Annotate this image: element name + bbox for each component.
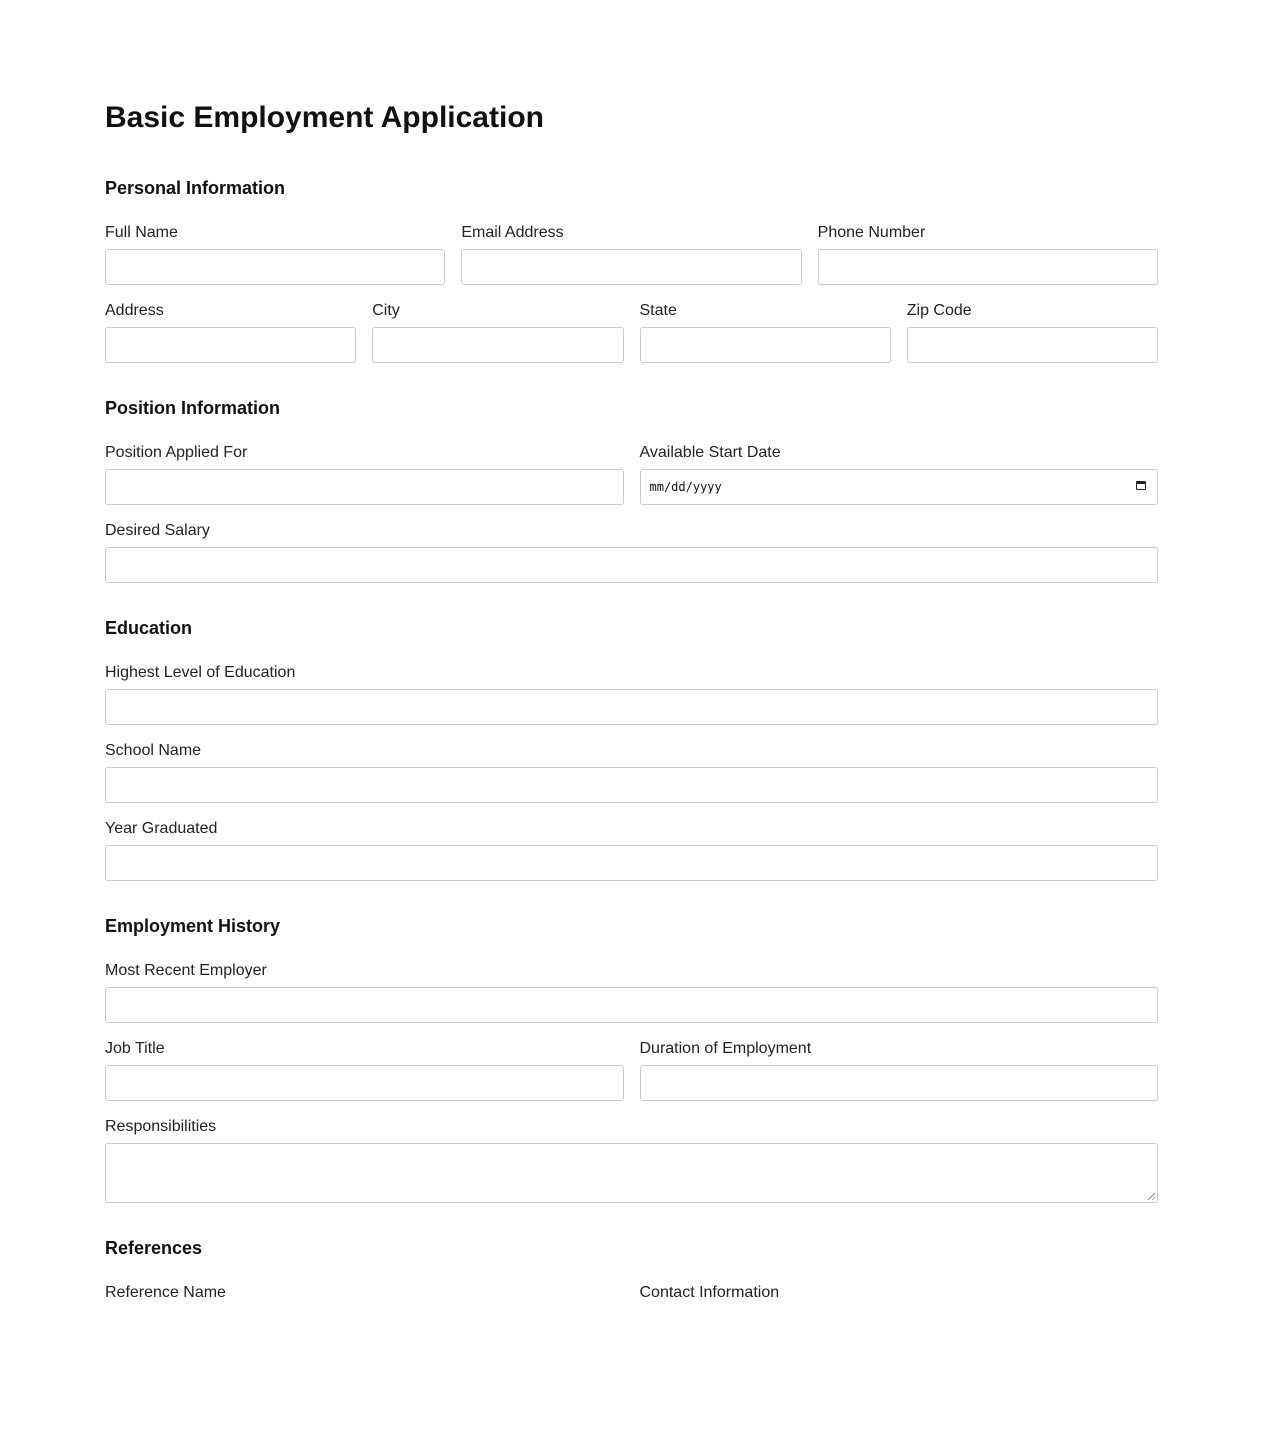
label-city: City: [372, 302, 400, 319]
field-city: [372, 302, 623, 363]
label-position: Position Applied For: [105, 444, 248, 461]
calendar-icon[interactable]: [1136, 481, 1146, 490]
label-duration: Duration of Employment: [639, 1040, 812, 1057]
field-job-title: [105, 1040, 624, 1101]
label-employer: Most Recent Employer: [105, 962, 267, 979]
section-heading-education: Education: [105, 618, 193, 638]
field-salary: [105, 522, 1158, 583]
label-job-title: Job Title: [105, 1040, 165, 1057]
label-zip: Zip Code: [906, 302, 972, 319]
year-input[interactable]: [105, 845, 1158, 881]
state-input[interactable]: [640, 327, 891, 363]
field-responsibilities: [105, 1118, 1158, 1203]
field-position: [105, 444, 624, 505]
label-year: Year Graduated: [105, 820, 218, 837]
field-reference-name: [105, 1284, 624, 1300]
field-reference-contact: [640, 1284, 1159, 1300]
field-phone: [818, 224, 1158, 285]
zip-input[interactable]: [907, 327, 1158, 363]
school-input[interactable]: [105, 767, 1158, 803]
date-placeholder: mm/dd/yyyy: [649, 480, 722, 494]
page-title: Basic Employment Application: [105, 101, 544, 134]
label-phone: Phone Number: [817, 224, 926, 241]
label-salary: Desired Salary: [105, 522, 210, 539]
field-zip: [907, 302, 1158, 363]
section-heading-personal: Personal Information: [105, 178, 286, 198]
field-employer: [105, 962, 1158, 1023]
label-state: State: [639, 302, 677, 319]
field-state: [640, 302, 891, 363]
phone-input[interactable]: [818, 249, 1158, 285]
label-responsibilities: Responsibilities: [105, 1118, 217, 1135]
label-start-date: Available Start Date: [639, 444, 781, 461]
label-school: School Name: [105, 742, 202, 759]
field-start-date: [640, 444, 1159, 505]
employer-input[interactable]: [105, 987, 1158, 1023]
responsibilities-textarea[interactable]: [105, 1143, 1158, 1203]
section-heading-employment: Employment History: [105, 916, 281, 936]
education-level-input[interactable]: [105, 689, 1158, 725]
label-full-name: Full Name: [105, 224, 178, 241]
section-heading-position: Position Information: [105, 398, 280, 418]
field-school: [105, 742, 1158, 803]
label-email: Email Address: [461, 224, 564, 241]
job-title-input[interactable]: [105, 1065, 624, 1101]
field-year: [105, 820, 1158, 881]
field-duration: [640, 1040, 1159, 1101]
full-name-input[interactable]: [105, 249, 445, 285]
resize-grip-icon[interactable]: [1148, 1193, 1155, 1200]
label-address: Address: [105, 302, 164, 319]
start-date-input[interactable]: [640, 469, 1159, 505]
label-education-level: Highest Level of Education: [105, 664, 296, 681]
field-full-name: [105, 224, 445, 285]
salary-input[interactable]: [105, 547, 1158, 583]
position-input[interactable]: [105, 469, 624, 505]
label-reference-contact: Contact Information: [639, 1284, 780, 1300]
address-input[interactable]: [105, 327, 356, 363]
email-input[interactable]: [461, 249, 801, 285]
field-education-level: [105, 664, 1158, 725]
section-heading-references: References: [105, 1238, 203, 1258]
field-address: [105, 302, 356, 363]
city-input[interactable]: [372, 327, 623, 363]
label-reference-name: Reference Name: [105, 1284, 226, 1300]
field-email: [461, 224, 801, 285]
duration-input[interactable]: [640, 1065, 1159, 1101]
